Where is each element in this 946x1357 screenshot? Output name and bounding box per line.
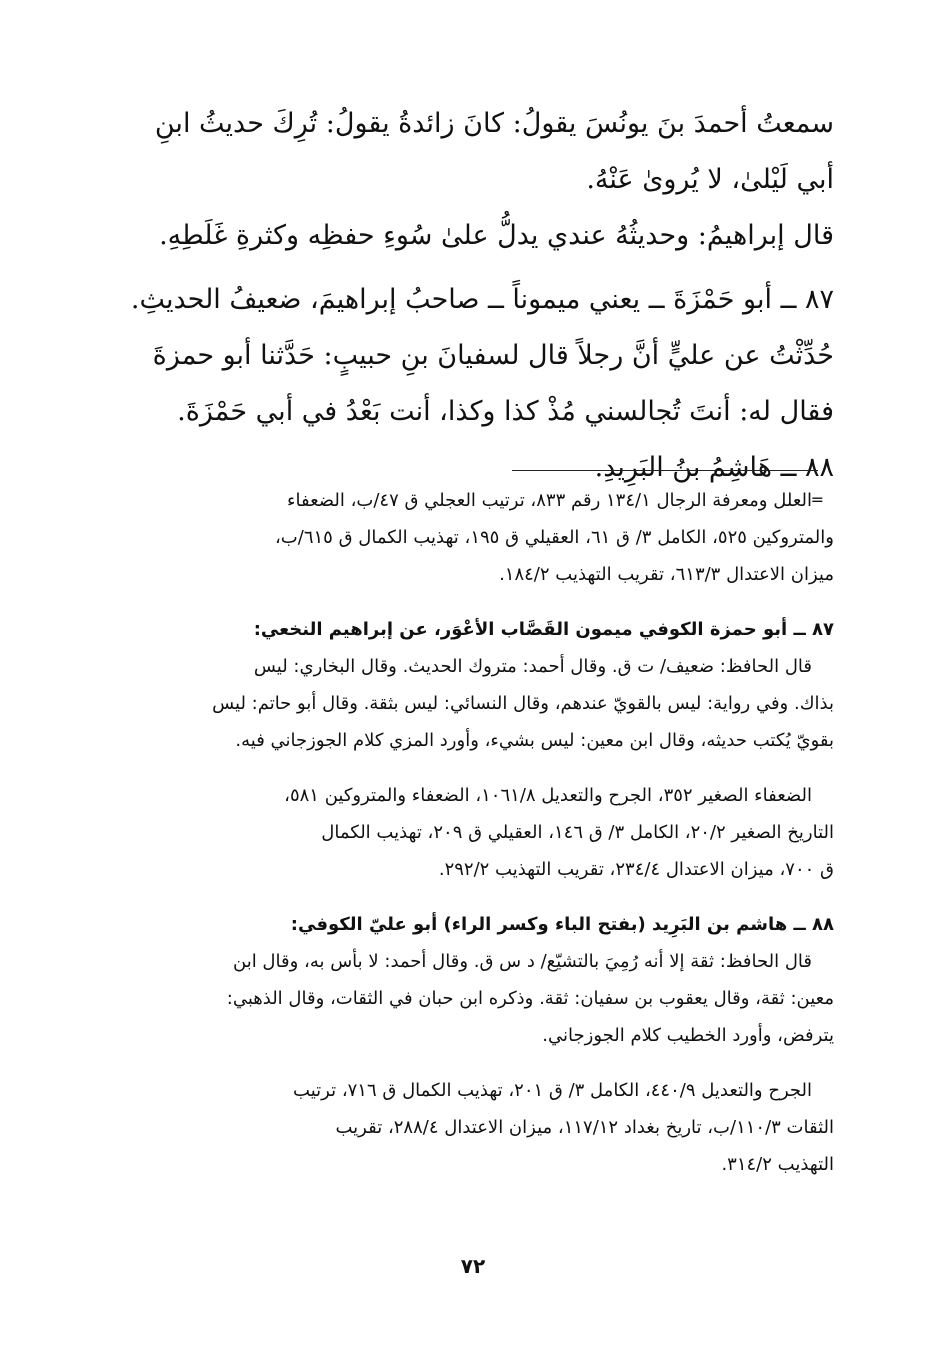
main-line-entry-87: ٨٧ ــ أبو حَمْزَةَ ــ يعني ميموناً ــ صاحبُ إبراهيمَ، ضعيفُ الحديثِ. [130,284,834,315]
footnote-line: ميزان الاعتدال ٦١٣/٣، تقريب التهذيب ١٨٤/٢. [499,564,834,585]
footnote-line: بذاك. وفي رواية: ليس بالقويّ عندهم، وقال النسائي: ليس بثقة. وقال أبو حاتم: ليس [212,693,834,714]
page-number: ٧٢ [460,1254,486,1278]
main-text [100,96,834,496]
footnote-line: الضعفاء الصغير ٣٥٢، الجرح والتعديل ١٠٦١/٨، الضعفاء والمتروكين ٥٨١، [284,785,812,806]
footnote-refs-88 [100,1072,834,1183]
continuation-marker: = [810,490,824,509]
footnote-line: التاريخ الصغير ٢٠/٢، الكامل ٣/ ق ١٤٦، العقيلي ق ٢٠٩، تهذيب الكمال [321,822,834,843]
footnote-line: الجرح والتعديل ٤٤٠/٩، الكامل ٣/ ق ٢٠١، تهذيب الكمال ق ٧١٦، ترتيب [293,1080,812,1101]
footnote-line: يترفض، وأورد الخطيب كلام الجوزجاني. [542,1025,834,1046]
footnote-heading: ٨٧ ــ أبو حمزة الكوفي ميمون القَصَّاب الأعْوَر، عن إبراهيم النخعي: [253,619,834,640]
main-line: فقال له: أنتَ تُجالسني مُذْ كذا وكذا، أنت بَعْدُ في أبي حَمْزَةَ. [177,396,834,427]
footnote-line: قال الحافظ: ثقة إلا أنه رُمِيَ بالتشيّع/ د س ق. وقال أحمد: لا بأس به، وقال ابن [233,951,812,972]
footnotes [100,482,834,1201]
main-line: قال إبراهيمُ: وحديثُهُ عندي يدلُّ علىٰ سُوءِ حفظِه وكثرةِ غَلَطِهِ. [159,220,834,251]
footnote-line: ق ٧٠٠، ميزان الاعتدال ٢٣٤/٤، تقريب التهذيب ٢٩٢/٢. [438,859,834,880]
footnote-line: قال الحافظ: ضعيف/ ت ق. وقال أحمد: متروك الحديث. وقال البخاري: ليس [253,656,812,677]
footnote-refs-87 [100,777,834,888]
footnote-line: العلل ومعرفة الرجال ١٣٤/١ رقم ٨٣٣، ترتيب العجلي ق ٤٧/ب، الضعفاء [287,490,812,511]
main-line: أبي لَيْلىٰ، لا يُروىٰ عَنْهُ. [586,164,834,195]
main-line-entry-88: ٨٨ ــ هَاشِمُ بنُ البَرِيدِ. [594,452,834,483]
footnote-entry-88 [100,906,834,1054]
main-line: سمعتُ أحمدَ بنَ يونُسَ يقولُ: كانَ زائدةُ يقولُ: تُرِكَ حديثُ ابنِ [154,108,834,139]
footnote-line: التهذيب ٣١٤/٢. [721,1154,834,1175]
footnote-block-continued [100,482,834,593]
main-line: حُدِّثْتُ عن عليٍّ أنَّ رجلاً قال لسفيانَ بنِ حبيبٍ: حَدَّثنا أبو حمزةَ [152,340,834,371]
footnote-line: الثقات ١١٠/٣/ب، تاريخ بغداد ١١٧/١٢، ميزان الاعتدال ٢٨٨/٤، تقريب [335,1117,834,1138]
footnote-line: معين: ثقة، وقال يعقوب بن سفيان: ثقة. وذكره ابن حبان في الثقات، وقال الذهبي: [226,988,834,1009]
footnote-line: بقويّ يُكتب حديثه، وقال ابن معين: ليس بشيء، وأورد المزي كلام الجوزجاني فيه. [235,730,834,751]
footnote-heading: ٨٨ ــ هاشم بن البَرِيد (بفتح الباء وكسر الراء) أبو عليّ الكوفي: [290,914,834,935]
footnote-entry-87 [100,611,834,759]
footnote-line: والمتروكين ٥٢٥، الكامل ٣/ ق ٦١، العقيلي ق ١٩٥، تهذيب الكمال ق ٦١٥/ب، [275,527,834,548]
footnote-divider [512,470,818,471]
